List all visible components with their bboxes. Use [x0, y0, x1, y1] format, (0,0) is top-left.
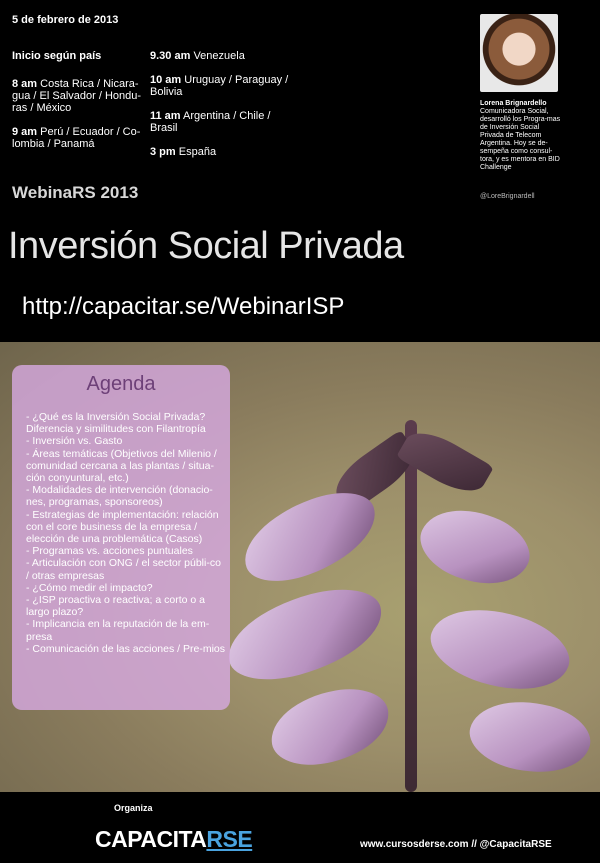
schedule-header: Inicio según país	[12, 50, 102, 62]
agenda-item: - Programas vs. acciones puntuales	[26, 545, 193, 558]
schedule-item	[12, 126, 142, 150]
schedule-item	[150, 50, 290, 62]
schedule-column-left	[12, 50, 142, 162]
agenda-panel	[12, 365, 230, 710]
agenda-item: - ¿ISP proactiva o reactiva; a corto o a largo plazo?	[26, 594, 205, 619]
petal-shape	[232, 480, 387, 594]
speaker-handle[interactable]: @LoreBrignardell	[480, 193, 535, 200]
schedule-time: 10 am	[150, 74, 182, 86]
agenda-item: - ¿Cómo medir el impacto?	[26, 581, 153, 594]
schedule-item	[12, 78, 142, 114]
petal-shape	[410, 492, 539, 602]
agenda-list	[26, 411, 226, 655]
event-date: 5 de febrero de 2013	[12, 14, 119, 26]
logo-part1: CAPACITA	[95, 826, 207, 852]
schedule-places: España	[178, 146, 217, 158]
capacitarse-logo	[95, 826, 252, 853]
series-label: WebinaRS 2013	[12, 183, 139, 202]
agenda-item: - Inversión vs. Gasto	[26, 435, 123, 448]
speaker-name: Lorena Brignardello	[480, 100, 547, 107]
schedule-places: Argentina / Chile / Brasil	[150, 110, 271, 134]
petal-shape	[421, 590, 578, 708]
agenda-item: - ¿Qué es la Inversión Social Privada? Diferencia y similitudes con Filantropía	[26, 411, 206, 436]
petal-shape	[463, 688, 597, 787]
stem-shape	[405, 420, 417, 792]
schedule-places: Costa Rica / Nicara-gua / El Salvador / Hondu-ras / México	[12, 78, 142, 114]
page-title: Inversión Social Privada	[8, 225, 404, 267]
petal-shape	[265, 682, 395, 772]
schedule-places: Perú / Ecuador / Co-lombia / Panamá	[12, 126, 141, 150]
speaker-bio-block	[480, 100, 564, 172]
schedule-places: Venezuela	[193, 50, 245, 62]
agenda-item: - Modalidades de intervención (donacio-nes, programas, sponsoreos)	[26, 484, 213, 509]
agenda-title: Agenda	[86, 373, 156, 395]
logo-part2: RSE	[206, 826, 253, 852]
agenda-item: - Estrategias de implementación: relación con el core business de la empresa / elección de una problemática (Casos)	[26, 508, 219, 546]
petal-shape	[218, 578, 392, 692]
schedule-item	[150, 110, 290, 134]
schedule-places: Uruguay / Paraguay / Bolivia	[150, 74, 289, 98]
schedule-item	[150, 146, 290, 158]
speaker-photo	[480, 14, 558, 92]
agenda-item: - Articulación con ONG / el sector públi-co / otras empresas	[26, 557, 221, 582]
schedule-time: 9.30 am	[150, 50, 191, 62]
speaker-bio: Comunicadora Social, desarrolló los Progra-mas de Inversión Social Privada de Telecom Argentina. Hoy se de-sempeña como consul-tora, y es mentora en BID Challenge	[480, 108, 561, 171]
schedule-column-right	[150, 50, 290, 170]
agenda-item: - Implicancia en la reputación de la em-presa	[26, 618, 210, 643]
agenda-item: - Áreas temáticas (Objetivos del Milenio / comunidad cercana a las plantas / situa-ción conyuntural, etc.)	[26, 447, 217, 485]
schedule-time: 9 am	[12, 126, 38, 138]
schedule-item	[150, 74, 290, 98]
agenda-item: - Comunicación de las acciones / Pre-mios	[26, 642, 225, 655]
schedule-time: 11 am	[150, 110, 181, 122]
webinar-link[interactable]: http://capacitar.se/WebinarISP	[22, 293, 345, 320]
schedule-time: 3 pm	[150, 146, 176, 158]
organiza-label: Organiza	[114, 803, 153, 813]
footer-contact[interactable]: www.cursosderse.com // @CapacitaRSE	[360, 839, 552, 850]
schedule-time: 8 am	[12, 78, 38, 90]
